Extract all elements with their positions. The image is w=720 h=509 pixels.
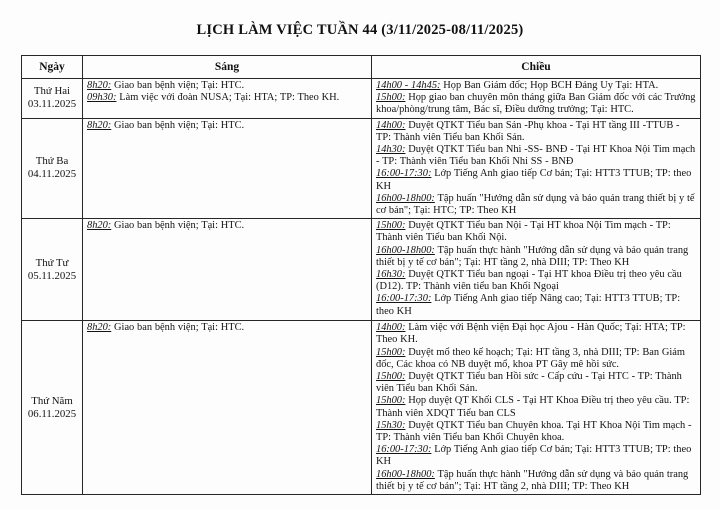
schedule-entry: 16h30: Duyệt QTKT Tiểu ban ngoại - Tại HT khoa Điều trị theo yêu cầu (D12). TP: Thành viên tiểu ban Khối Ngoại: [376, 269, 682, 293]
entry-time: 15h00:: [376, 220, 406, 232]
schedule-entry: 14h00: Làm việc với Bệnh viện Đại học Ajou - Hàn Quốc; Tại: HTA; TP: Theo KH.: [376, 322, 686, 346]
entry-time: 16:00-17:30:: [376, 444, 432, 456]
afternoon-cell: [372, 321, 701, 495]
day-cell: [22, 321, 83, 495]
schedule-entry: 8h20: Giao ban bệnh viện; Tại: HTC.: [87, 322, 245, 334]
entry-time: 14h00:: [376, 322, 406, 334]
schedule-entry: 15h00: Họp giao ban chuyên môn tháng giữa Ban Giám đốc với các Trưởng khoa/phòng/trung tâm, Bác sĩ, Điều dưỡng trưởng; Tại: HTC.: [376, 92, 696, 116]
schedule-entry: 16h00-18h00: Tập huấn thực hành "Hướng dẫn sử dụng và bảo quản trang thiết bị y tế cơ bản"; Tại: HT tầng 2, nhà DIII; TP: Theo KH: [376, 468, 689, 492]
schedule-entry: 14h00 - 14h45: Họp Ban Giám đốc; Họp BCH Đảng Uy Tại: HTA.: [376, 80, 659, 91]
schedule-entry: 16h00-18h00: Tập huấn thực hành "Hướng dẫn sử dụng và bảo quản trang thiết bị y tế cơ bản"; Tại: HT tầng 2, nhà DIII; TP: Theo KH: [376, 244, 689, 268]
entry-time: 14h00:: [376, 119, 406, 131]
schedule-entry: 15h00: Duyệt mổ theo kế hoạch; Tại: HT tầng 3, nhà DIII; TP: Ban Giám đốc, Các khoa có NB duyệt mổ, khoa PT Gây mê hồi sức.: [376, 346, 685, 370]
entry-time: 16h00-18h00:: [376, 244, 435, 256]
entry-time: 8h20:: [87, 80, 112, 91]
morning-cell: [83, 321, 372, 495]
afternoon-cell: [372, 79, 701, 119]
schedule-entry: 14h30: Duyệt QTKT Tiểu ban Nhi -SS- BNĐ - Tại HT Khoa Nội Tim mạch - TP: Thành viên Tiểu ban Khối Nhi SS - BNĐ: [376, 144, 696, 168]
day-date: 04.11.2025: [27, 168, 77, 181]
schedule-entry: 16:00-17:30: Lớp Tiếng Anh giao tiếp Nâng cao; Tại: HTT3 TTUB; TP: theo KH: [376, 293, 681, 317]
entry-time: 15h00:: [376, 395, 406, 407]
schedule-table: [21, 55, 701, 495]
column-header-morning: Sáng: [83, 56, 372, 79]
column-header-day: Ngày: [22, 56, 83, 79]
table-row: [22, 118, 701, 219]
morning-cell: [83, 118, 372, 219]
table-row: [22, 321, 701, 495]
schedule-entry: 15h00: Duyệt QTKT Tiểu ban Hồi sức - Cấp cứu - Tại HTC - TP: Thành viên Tiểu ban Khối Sản.: [376, 371, 682, 395]
entry-time: 16:00-17:30:: [376, 293, 432, 305]
morning-cell: [83, 219, 372, 321]
day-date: 05.11.2025: [27, 269, 77, 282]
entry-time: 16h00-18h00:: [376, 468, 435, 480]
schedule-header-row: [22, 56, 701, 79]
entry-time: 15h00:: [376, 92, 406, 104]
entry-time: 09h30:: [87, 92, 117, 104]
day-name: Thứ Năm: [31, 394, 73, 407]
schedule-entry: 8h20: Giao ban bệnh viện; Tại: HTC.: [87, 80, 245, 91]
entry-time: 16h30:: [376, 269, 406, 281]
schedule-entry: 15h30: Duyệt QTKT Tiểu ban Chuyên khoa. Tại HT Khoa Nội Tim mạch - TP: Thành viên Tiểu ban Khối Chuyên khoa.: [376, 419, 692, 444]
morning-cell: [83, 79, 372, 119]
entry-time: 14h30:: [376, 144, 406, 156]
afternoon-cell: [372, 219, 701, 321]
table-row: [22, 219, 701, 321]
schedule-entry: 15h00: Họp duyệt QT Khối CLS - Tại HT Khoa Điều trị theo yêu cầu. TP: Thành viên XDQT Tiểu ban CLS: [376, 395, 690, 419]
schedule-entry: 16:00-17:30: Lớp Tiếng Anh giao tiếp Cơ bản; Tại: HTT3 TTUB; TP: theo KH: [376, 444, 692, 468]
day-cell: [22, 79, 83, 119]
day-date: 03.11.2025: [27, 98, 77, 111]
entry-time: 8h20:: [87, 220, 112, 232]
page-title: LỊCH LÀM VIỆC TUẦN 44 (3/11/2025-08/11/2025): [196, 22, 524, 38]
table-row: [22, 79, 701, 119]
entry-time: 16h00-18h00:: [376, 192, 435, 204]
entry-time: 16:00-17:30:: [376, 168, 432, 180]
schedule-entry: 09h30: Làm việc với đoàn NUSA; Tại: HTA; TP: Theo KH.: [87, 92, 340, 104]
day-name: Thứ Ba: [35, 155, 69, 168]
afternoon-cell: [372, 118, 701, 219]
entry-time: 15h00:: [376, 346, 406, 358]
schedule-entry: 8h20: Giao ban bệnh viện; Tại: HTC.: [87, 119, 245, 131]
schedule-entry: 14h00: Duyệt QTKT Tiểu ban Sản -Phụ khoa - Tại HT tầng III -TTUB - TP: Thành viên Tiểu ban Khối Sản.: [376, 119, 680, 143]
entry-time: 15h30:: [376, 419, 406, 431]
day-cell: [22, 118, 83, 219]
entry-time: 8h20:: [87, 119, 112, 131]
entry-time: 14h00 - 14h45:: [376, 80, 441, 91]
column-header-afternoon: Chiều: [372, 56, 701, 79]
day-name: Thứ Tư: [35, 256, 69, 269]
day-cell: [22, 219, 83, 321]
schedule-entry: 15h00: Duyệt QTKT Tiểu ban Nội - Tại HT khoa Nội Tim mạch - TP: Thành viên Tiểu ban Khối Nội.: [376, 220, 671, 244]
day-date: 06.11.2025: [27, 407, 77, 420]
schedule-entry: 8h20: Giao ban bệnh viện; Tại: HTC.: [87, 220, 245, 232]
entry-time: 8h20:: [87, 322, 112, 334]
entry-time: 15h00:: [376, 371, 406, 383]
schedule-entry: 16h00-18h00: Tập huấn "Hướng dẫn sử dụng và bảo quản trang thiết bị y tế cơ bản"; Tại: HTC; TP: Theo KH: [376, 192, 695, 217]
day-name: Thứ Hai: [33, 85, 71, 98]
schedule-entry: 16:00-17:30: Lớp Tiếng Anh giao tiếp Cơ bản; Tại: HTT3 TTUB; TP: theo KH: [376, 168, 692, 192]
schedule-body: [22, 79, 701, 495]
